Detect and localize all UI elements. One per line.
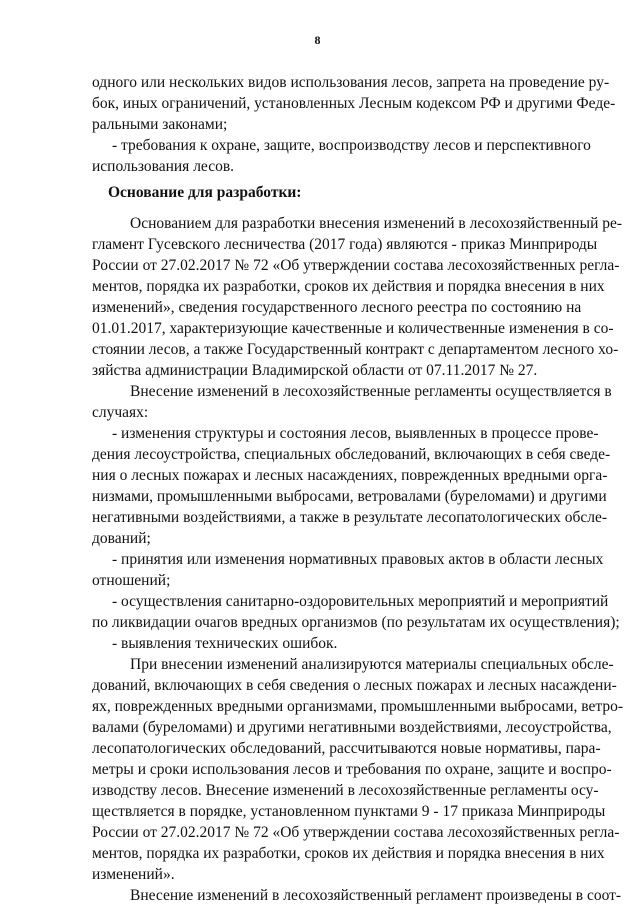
text-line: метры и сроки использования лесов и требования по охране, защите и воспро- (92, 761, 612, 778)
text-line: лесопатологических обследований, рассчитываются новые нормативы, пара- (92, 740, 601, 757)
text-line: ния о лесных пожарах и лесных насаждениях, поврежденных вредными орга- (92, 467, 608, 484)
text-line: валами (буреломами) и другими негативными воздействиями, лесоустройства, (92, 719, 612, 736)
text-line: изменений», сведения государственного лесного реестра по состоянию на (92, 299, 582, 316)
text-line: ментов, порядка их разработки, сроков их действия и порядка внесения в них (92, 845, 605, 862)
text-line: отношений; (92, 572, 171, 589)
text-line: - выявления технических ошибок. (112, 635, 338, 652)
text-line: по ликвидации очагов вредных организмов (по результатам их осуществления); (92, 614, 620, 631)
text-line: использования лесов. (92, 158, 235, 175)
text-line: Основанием для разработки внесения изменений в лесохозяйственный ре- (130, 215, 623, 232)
text-line: - принятия или изменения нормативных правовых актов в области лесных (112, 551, 604, 568)
text-line: - осуществления санитарно-оздоровительных мероприятий и мероприятий (112, 593, 609, 610)
text-line: 01.01.2017, характеризующие качественные и количественные изменения в со- (92, 320, 614, 337)
text-line: одного или нескольких видов использования лесов, запрета на проведение ру- (92, 74, 610, 91)
text-line: дований, включающих в себя сведения о лесных пожарах и лесных насаждени- (92, 677, 617, 694)
text-line: России от 27.02.2017 № 72 «Об утверждении состава лесохозяйственных регла- (92, 257, 620, 274)
text-line: дований; (92, 530, 151, 547)
text-line: Внесение изменений в лесохозяйственные регламенты осуществляется в (130, 383, 612, 400)
section-heading: Основание для разработки: (108, 184, 302, 201)
text-line: ществляется в порядке, установленном пунктами 9 - 17 приказа Минприроды (92, 803, 606, 820)
text-line: изменений». (92, 866, 175, 883)
text-line: низмами, промышленными выбросами, ветровалами (буреломами) и другими (92, 488, 607, 505)
text-line: зяйства администрации Владимирской области от 07.11.2017 № 27. (92, 362, 538, 379)
text-line: России от 27.02.2017 № 72 «Об утверждении состава лесохозяйственных регла- (92, 824, 620, 841)
text-line: изводству лесов. Внесение изменений в лесохозяйственные регламенты осу- (92, 782, 599, 799)
text-line: бок, иных ограничений, установленных Лесным кодексом РФ и другими Феде- (92, 95, 616, 112)
text-line: случаях: (92, 404, 149, 421)
text-line: стоянии лесов, а также Государственный контракт с департаментом лесного хо- (92, 341, 619, 358)
text-line: Внесение изменений в лесохозяйственный регламент произведены в соот- (130, 887, 622, 904)
text-line: - изменения структуры и состояния лесов, выявленных в процессе прове- (112, 425, 599, 442)
text-line: дения лесоустройства, специальных обследований, включающих в себя сведе- (92, 446, 611, 463)
text-line: При внесении изменений анализируются материалы специальных обсле- (130, 656, 614, 673)
text-line: ральными законами; (92, 116, 228, 133)
text-line: - требования к охране, защите, воспроизводству лесов и перспективного (112, 137, 591, 154)
text-line: негативными воздействиями, а также в результате лесопатологических обсле- (92, 509, 607, 526)
page-number: 8 (314, 33, 321, 47)
text-line: ях, поврежденных вредными организмами, промышленными выбросами, ветро- (92, 698, 624, 715)
text-line: гламент Гусевского лесничества (2017 года) являются - приказ Минприроды (92, 236, 598, 253)
text-line: ментов, порядка их разработки, сроков их действия и порядка внесения в них (92, 278, 605, 295)
